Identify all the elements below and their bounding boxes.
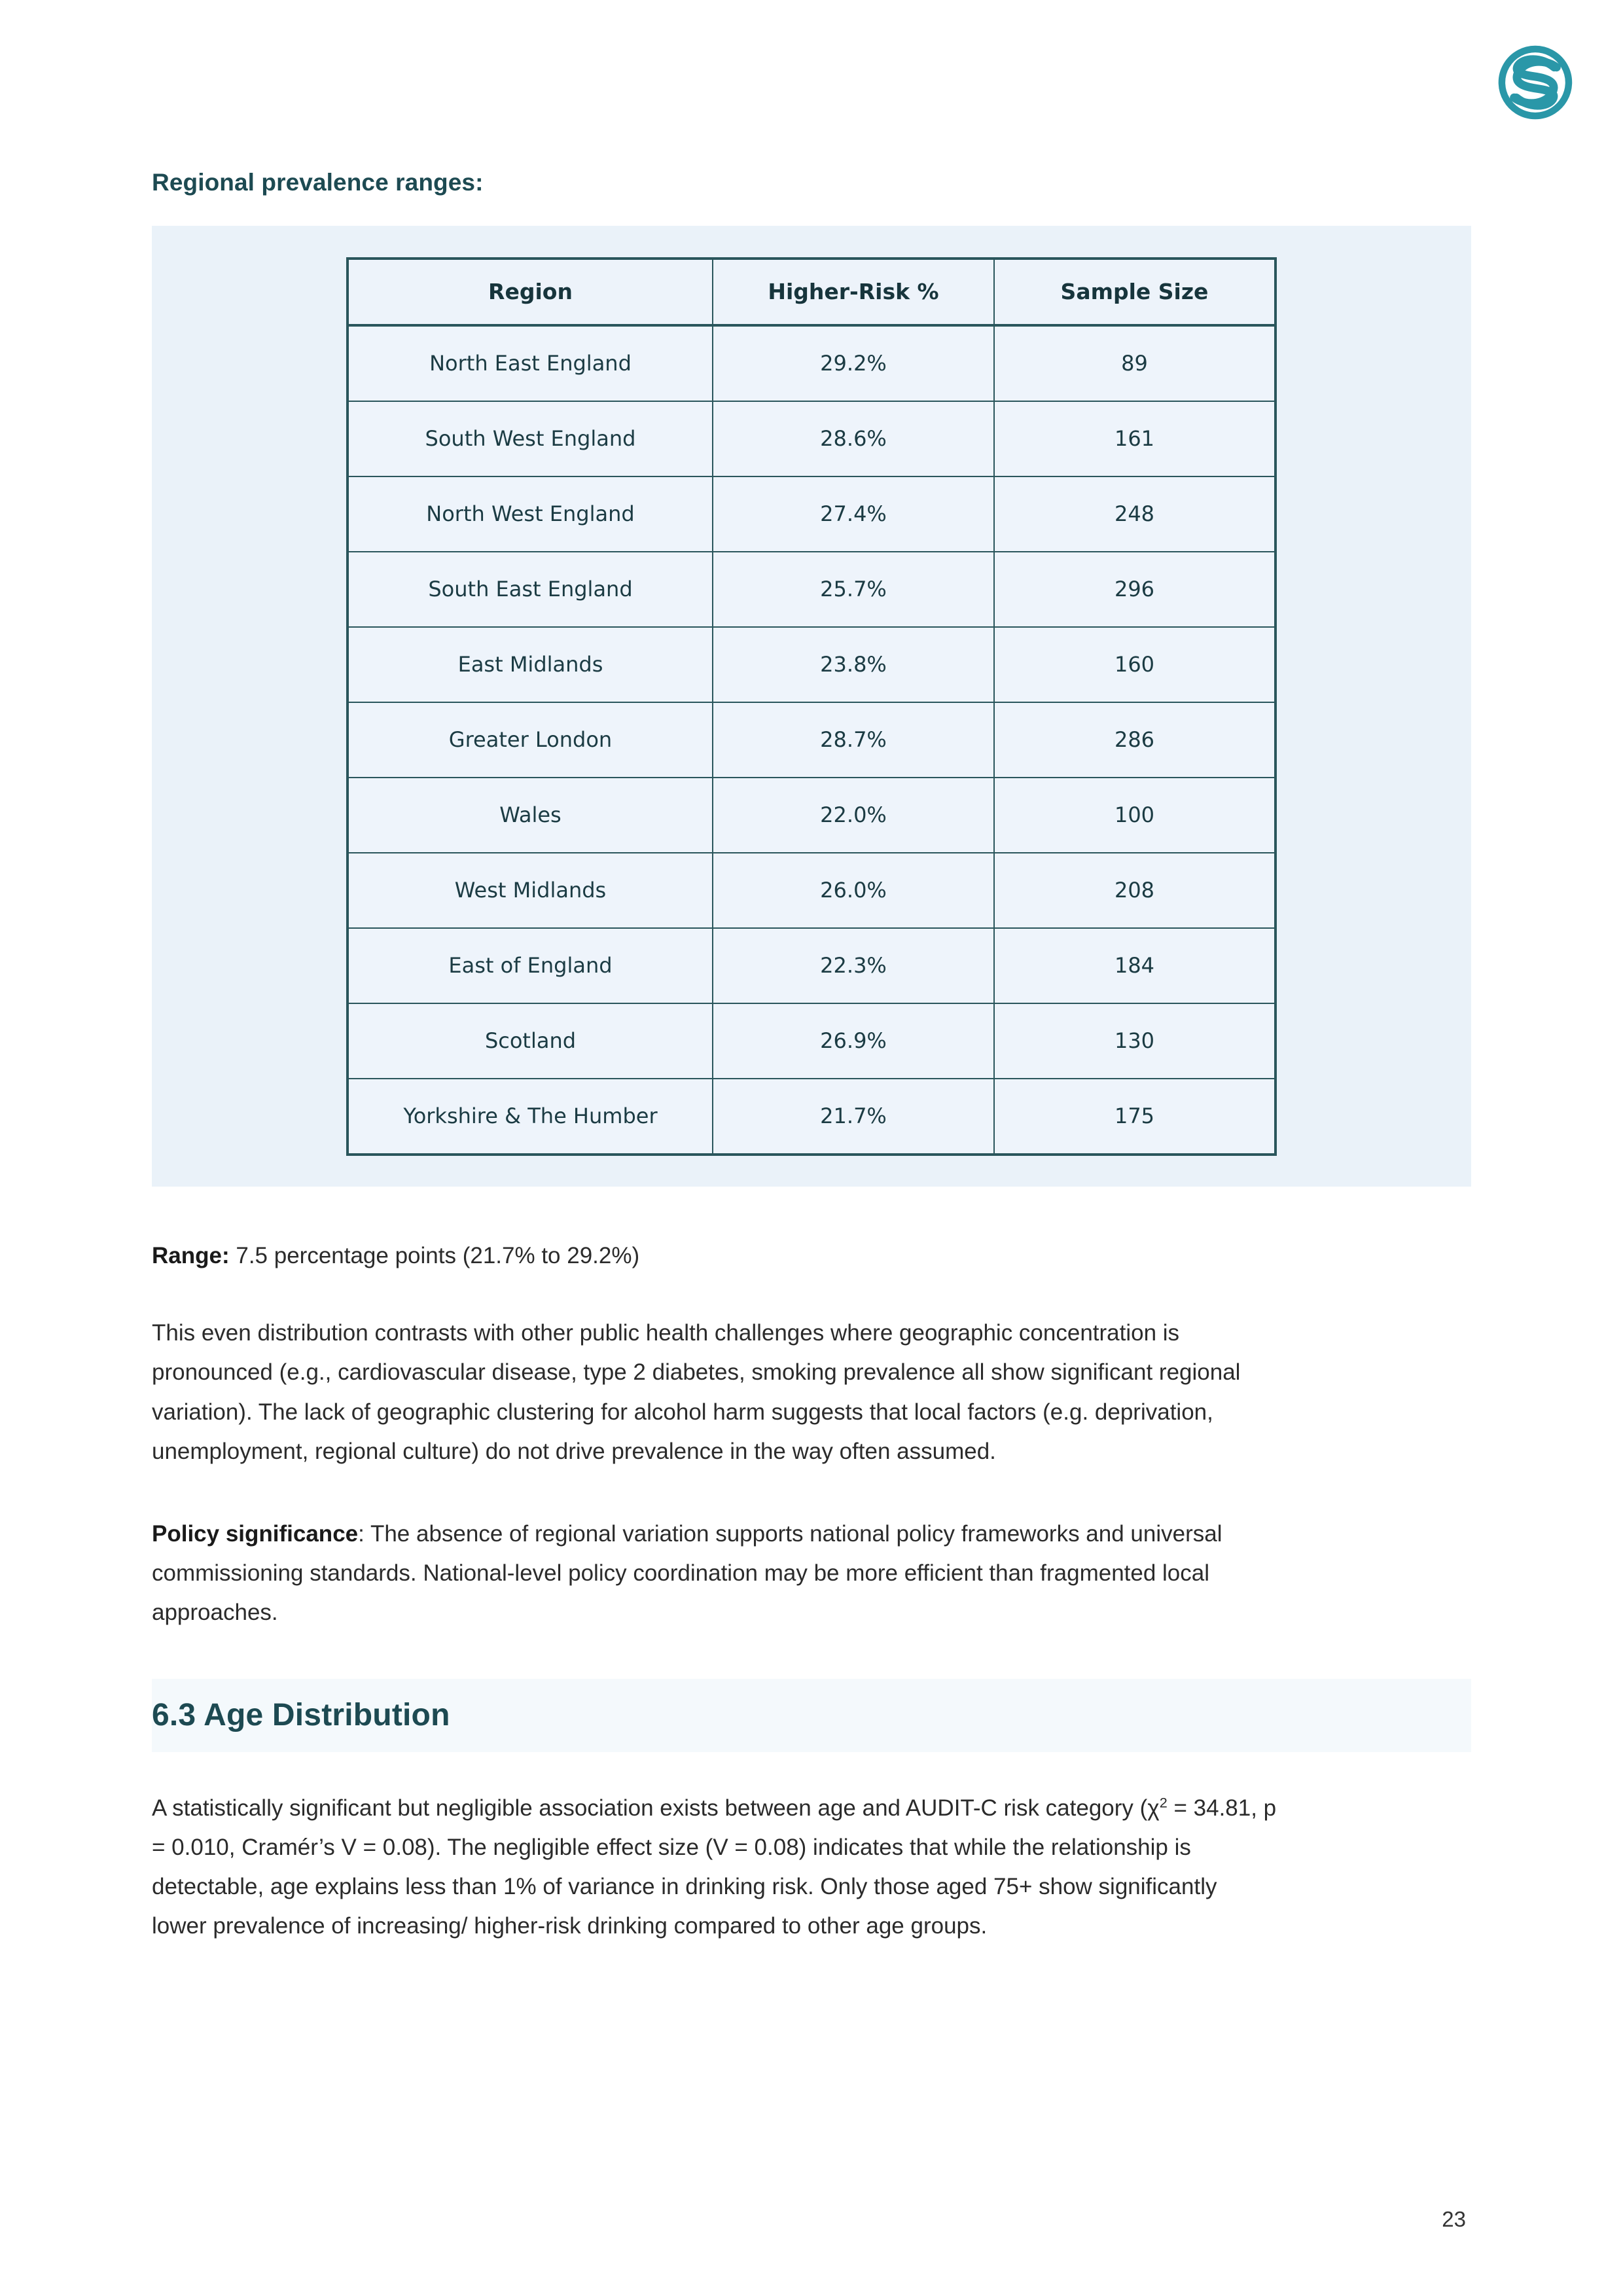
table-row xyxy=(348,778,1275,853)
table-header-row xyxy=(348,259,1275,325)
cell-region: North West England xyxy=(348,476,713,552)
cell-region: Yorkshire & The Humber xyxy=(348,1079,713,1155)
table-row xyxy=(348,627,1275,702)
brand-logo xyxy=(1497,45,1573,120)
cell-region: East of England xyxy=(348,928,713,1003)
column-header-sample-size: Sample Size xyxy=(994,259,1275,325)
age-distribution-paragraph xyxy=(152,1789,1277,1946)
cell-higher-risk: 23.8% xyxy=(713,627,994,702)
cell-sample-size: 160 xyxy=(994,627,1275,702)
table-panel xyxy=(152,226,1471,1187)
range-line xyxy=(152,1236,1277,1276)
cell-region: North East England xyxy=(348,325,713,401)
section-heading-6-3: 6.3 Age Distribution xyxy=(152,1698,450,1732)
chi-squared-superscript: 2 xyxy=(1159,1793,1168,1810)
cell-higher-risk: 29.2% xyxy=(713,325,994,401)
cell-sample-size: 248 xyxy=(994,476,1275,552)
cell-region: Greater London xyxy=(348,702,713,778)
table-row xyxy=(348,702,1275,778)
column-header-region: Region xyxy=(348,259,713,325)
cell-region: South East England xyxy=(348,552,713,627)
cell-sample-size: 175 xyxy=(994,1079,1275,1155)
cell-higher-risk: 21.7% xyxy=(713,1079,994,1155)
cell-higher-risk: 28.7% xyxy=(713,702,994,778)
cell-higher-risk: 22.3% xyxy=(713,928,994,1003)
table-row xyxy=(348,552,1275,627)
cell-region: East Midlands xyxy=(348,627,713,702)
policy-text: : The absence of regional variation supports national policy frameworks and universal commissioning standards. National-level policy coordination may be more efficient than fragmented local approaches. xyxy=(152,1520,1222,1626)
circular-swirl-logo-icon xyxy=(1502,49,1569,116)
section-heading-band xyxy=(152,1679,1471,1752)
table-row xyxy=(348,928,1275,1003)
cell-sample-size: 296 xyxy=(994,552,1275,627)
table-row xyxy=(348,1079,1275,1155)
age-paragraph-part2: = 34.81, p = 0.010, Cramér’s V = 0.08). The negligible effect size (V = 0.08) indicates that while the relationship is detectable, age explains less than 1% of variance in drinking risk. Only those aged 75+ show significantly lower prevalence of increasing/ higher-risk drinking compared to other age groups. xyxy=(152,1795,1277,1939)
table-row xyxy=(348,401,1275,476)
cell-region: Wales xyxy=(348,778,713,853)
range-label: Range: xyxy=(152,1243,230,1268)
cell-region: Scotland xyxy=(348,1003,713,1079)
cell-higher-risk: 22.0% xyxy=(713,778,994,853)
table-row xyxy=(348,325,1275,401)
cell-sample-size: 89 xyxy=(994,325,1275,401)
cell-sample-size: 130 xyxy=(994,1003,1275,1079)
page-content xyxy=(152,0,1471,1946)
cell-higher-risk: 26.0% xyxy=(713,853,994,928)
cell-region: West Midlands xyxy=(348,853,713,928)
cell-higher-risk: 28.6% xyxy=(713,401,994,476)
table-row xyxy=(348,1003,1275,1079)
table-header xyxy=(348,259,1275,325)
range-value: 7.5 percentage points (21.7% to 29.2%) xyxy=(229,1243,640,1268)
cell-sample-size: 184 xyxy=(994,928,1275,1003)
age-paragraph-part1: A statistically significant but negligible association exists between age and AUDIT-C risk category (χ xyxy=(152,1795,1160,1821)
cell-higher-risk: 25.7% xyxy=(713,552,994,627)
regional-prevalence-table xyxy=(346,257,1277,1156)
policy-label: Policy significance xyxy=(152,1520,359,1547)
cell-higher-risk: 26.9% xyxy=(713,1003,994,1079)
page-number: 23 xyxy=(1442,2207,1466,2231)
table-row xyxy=(348,476,1275,552)
distribution-paragraph: This even distribution contrasts with other public health challenges where geographic concentration is pronounced (e.g., cardiovascular disease, type 2 diabetes, smoking prevalence all show significant regional variation). The lack of geographic clustering for alcohol harm suggests that local factors (e.g. deprivation, unemployment, regional culture) do not drive prevalence in the way often assumed. xyxy=(152,1320,1241,1464)
table-row xyxy=(348,853,1275,928)
policy-paragraph xyxy=(152,1515,1277,1633)
cell-sample-size: 100 xyxy=(994,778,1275,853)
cell-higher-risk: 27.4% xyxy=(713,476,994,552)
lead-heading: Regional prevalence ranges: xyxy=(152,169,484,196)
column-header-higher-risk: Higher-Risk % xyxy=(713,259,994,325)
cell-sample-size: 286 xyxy=(994,702,1275,778)
table-body xyxy=(348,325,1275,1155)
cell-region: South West England xyxy=(348,401,713,476)
cell-sample-size: 161 xyxy=(994,401,1275,476)
cell-sample-size: 208 xyxy=(994,853,1275,928)
